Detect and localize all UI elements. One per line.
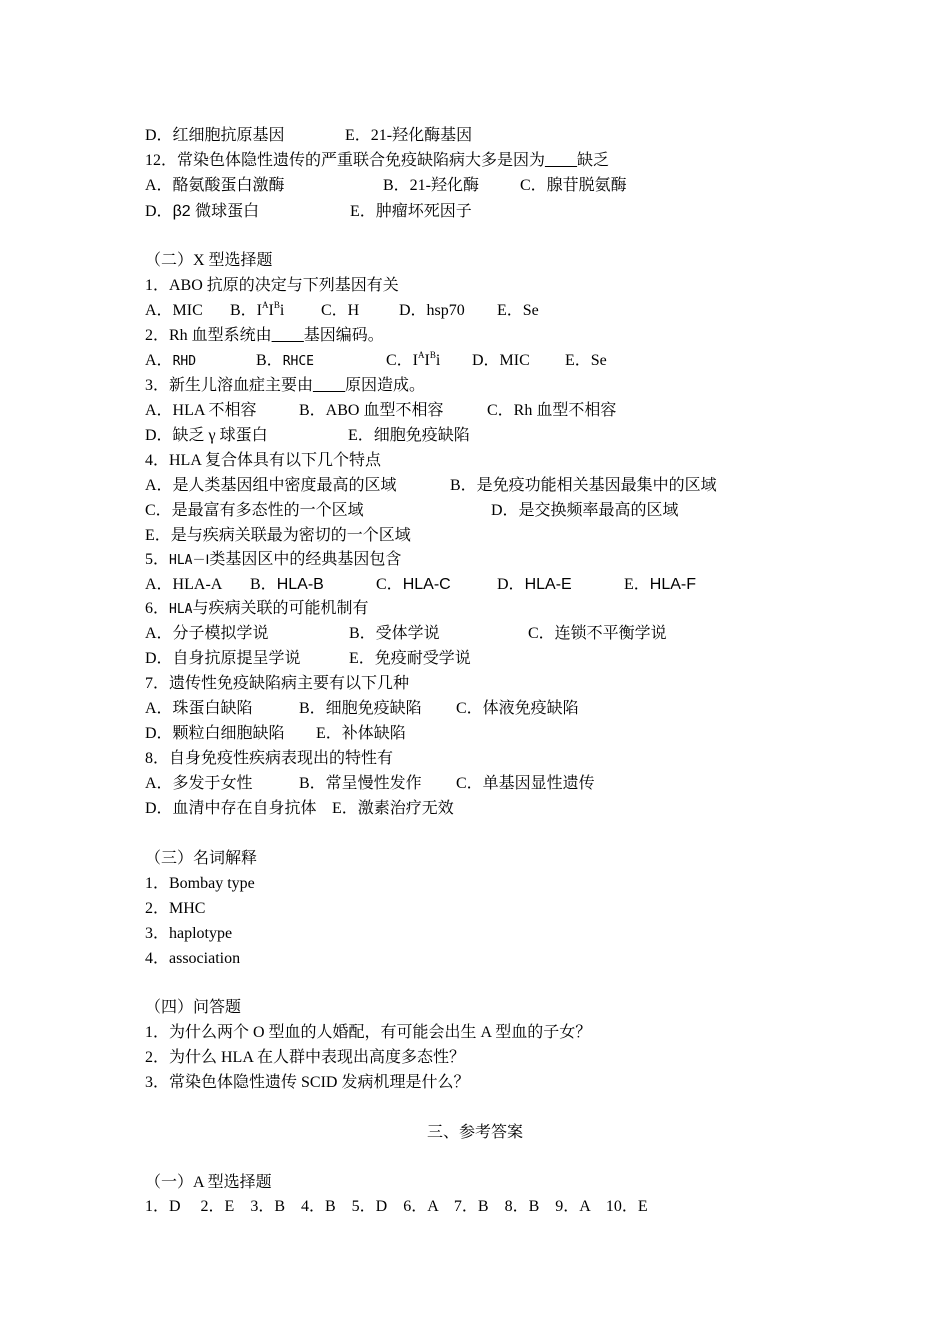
option-a: A．分子模拟学说: [145, 625, 269, 642]
essay-question: 1．为什么两个 O 型血的人婚配，有可能会出生 A 型血的子女？: [145, 1024, 592, 1041]
option-b: B．21-羟化酶: [383, 177, 480, 194]
section-heading: （二）X 型选择题: [145, 252, 273, 269]
option-a: A．是人类基因组中密度最高的区域: [145, 477, 397, 494]
option-c: C．体液免疫缺陷: [456, 700, 579, 717]
question-x2: 2．Rh 血型系统由____基因编码。: [145, 327, 384, 344]
question-12: 12．常染色体隐性遗传的严重联合免疫缺陷病大多是因为____缺乏: [145, 152, 610, 169]
option-d: D．颗粒白细胞缺陷: [145, 725, 285, 742]
question-x1: 1．ABO 抗原的决定与下列基因有关: [145, 277, 399, 294]
option-b: B．RHCE: [256, 352, 314, 369]
answer-blank: ____: [545, 152, 578, 169]
section-heading: （四）问答题: [145, 999, 242, 1016]
option-c: C．连锁不平衡学说: [528, 625, 667, 642]
option-b: B．细胞免疫缺陷: [299, 700, 422, 717]
section-heading: （三）名词解释: [145, 850, 258, 867]
option-b: B．ABO 血型不相容: [299, 402, 444, 419]
essay-question: 2．为什么 HLA 在人群中表现出高度多态性？: [145, 1049, 466, 1066]
term-item: 3．haplotype: [145, 925, 233, 942]
option-c: C．单基因显性遗传: [456, 775, 595, 792]
option-d: D．红细胞抗原基因: [145, 127, 285, 144]
option-c: C．是最富有多态性的一个区域: [145, 502, 364, 519]
option-e: E．免疫耐受学说: [349, 650, 471, 667]
option-e: E．激素治疗无效: [332, 800, 454, 817]
option-e: E．HLA-F: [624, 576, 697, 593]
option-e: E．是与疾病关联最为密切的一个区域: [145, 527, 411, 544]
option-a: A．多发于女性: [145, 775, 253, 792]
option-e: E．细胞免疫缺陷: [348, 427, 470, 444]
option-d: D．是交换频率最高的区域: [491, 502, 679, 519]
option-d: D．β2 微球蛋白: [145, 203, 260, 220]
option-e: E．补体缺陷: [316, 725, 406, 742]
option-a: A．HLA-A: [145, 576, 223, 593]
option-c: C．$I^AI^Bi$: [386, 350, 441, 369]
option-e: E．21-羟化酶基因: [345, 127, 473, 144]
option-c: C．Rh 血型不相容: [487, 402, 617, 419]
term-item: 4．association: [145, 950, 241, 967]
option-a: A．珠蛋白缺陷: [145, 700, 253, 717]
term-item: 2．MHC: [145, 900, 206, 917]
option-e: E．Se: [497, 302, 539, 319]
option-c: C．腺苷脱氨酶: [520, 177, 627, 194]
option-b: B．常呈慢性发作: [299, 775, 422, 792]
question-x3: 3．新生儿溶血症主要由____原因造成。: [145, 377, 426, 394]
option-b: B．$I^AI^Bi$: [230, 300, 285, 319]
option-e: E．肿瘤坏死因子: [350, 203, 472, 220]
answer-blank: ____: [271, 327, 304, 344]
question-x7: 7．遗传性免疫缺陷病主要有以下几种: [145, 675, 410, 692]
option-c: C．H: [321, 302, 360, 319]
question-x6: 6．HLA与疾病关联的可能机制有: [145, 600, 369, 617]
essay-question: 3．常染色体隐性遗传 SCID 发病机理是什么？: [145, 1074, 470, 1091]
question-x8: 8．自身免疫性疾病表现出的特性有: [145, 750, 394, 767]
answers-title: 三、参考答案: [426, 1124, 523, 1141]
option-a: A．酪氨酸蛋白激酶: [145, 177, 285, 194]
term-item: 1．Bombay type: [145, 875, 255, 892]
option-d: D．缺乏 γ 球蛋白: [145, 427, 268, 444]
option-a: A．RHD: [145, 352, 197, 369]
option-d: D．血清中存在自身抗体: [145, 800, 317, 817]
option-d: D．自身抗原提呈学说: [145, 650, 301, 667]
answer-key: 1．D 2．E 3．B 4．B 5．D 6．A 7．B 8．B 9．A 10．E: [145, 1198, 648, 1215]
section-heading: （一）A 型选择题: [145, 1174, 272, 1191]
question-x4: 4．HLA 复合体具有以下几个特点: [145, 452, 382, 469]
question-x5: 5．HLA－Ⅰ类基因区中的经典基因包含: [145, 551, 402, 568]
option-c: C．HLA-C: [376, 576, 451, 593]
option-e: E．Se: [565, 352, 607, 369]
option-b: B．HLA-B: [250, 576, 324, 593]
option-d: D．hsp70: [399, 302, 465, 319]
option-a: A．MIC: [145, 302, 203, 319]
option-b: B．受体学说: [349, 625, 440, 642]
answer-blank: ____: [313, 377, 346, 394]
option-d: D．MIC: [472, 352, 530, 369]
option-a: A．HLA 不相容: [145, 402, 257, 419]
option-d: D．HLA-E: [497, 576, 572, 593]
option-b: B．是免疫功能相关基因最集中的区域: [450, 477, 717, 494]
